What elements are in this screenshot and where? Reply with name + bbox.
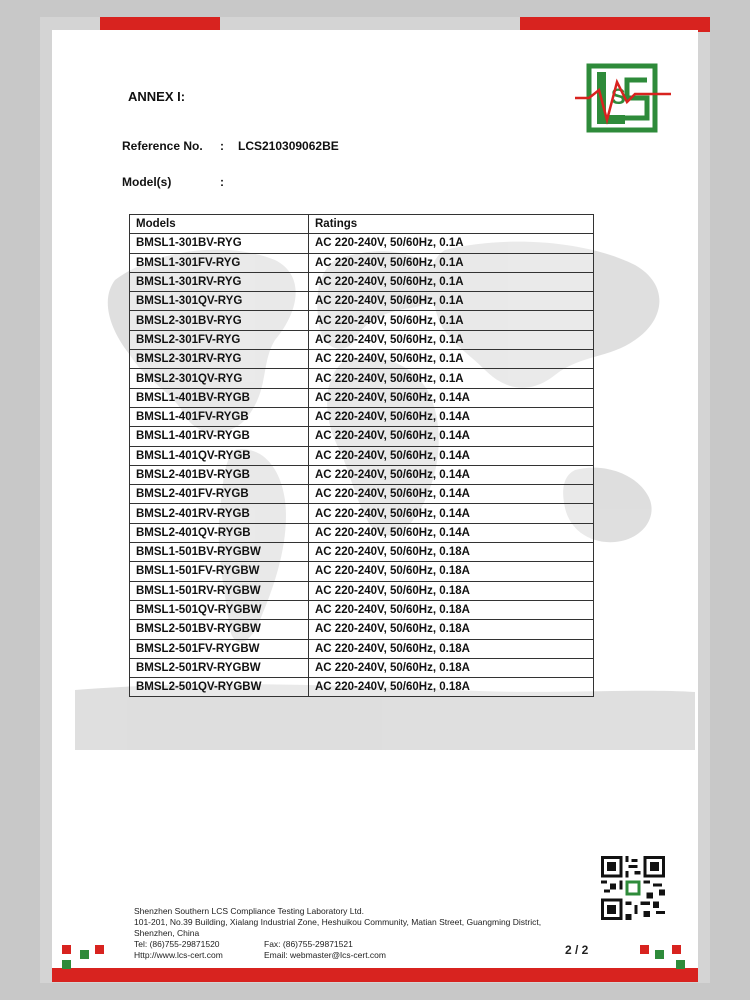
- reference-value: LCS210309062BE: [238, 139, 339, 153]
- rating-cell: AC 220-240V, 50/60Hz, 0.14A: [309, 465, 594, 484]
- model-cell: BMSL2-401BV-RYGB: [130, 465, 309, 484]
- rating-cell: AC 220-240V, 50/60Hz, 0.1A: [309, 234, 594, 253]
- rating-cell: AC 220-240V, 50/60Hz, 0.14A: [309, 523, 594, 542]
- table-row: [130, 562, 594, 581]
- decor-square: [62, 960, 71, 969]
- model-cell: BMSL2-501QV-RYGBW: [130, 678, 309, 697]
- model-cell: BMSL2-401QV-RYGB: [130, 523, 309, 542]
- table-header-row: [130, 215, 594, 234]
- model-cell: BMSL2-501BV-RYGBW: [130, 620, 309, 639]
- table-row: [130, 620, 594, 639]
- table-row: [130, 234, 594, 253]
- footer-web[interactable]: Http://www.lcs-cert.com: [134, 950, 223, 960]
- table-row: [130, 350, 594, 369]
- footer-address-1: 101-201, No.39 Building, Xialang Industrial Zone, Heshuikou Community, Matian Street, Guangming District,: [134, 917, 542, 927]
- header-models: Models: [130, 215, 309, 234]
- rating-cell: AC 220-240V, 50/60Hz, 0.1A: [309, 272, 594, 291]
- model-cell: BMSL2-401FV-RYGB: [130, 485, 309, 504]
- table-row: [130, 330, 594, 349]
- table-row: [130, 407, 594, 426]
- table-row: [130, 369, 594, 388]
- page-number: 2 / 2: [565, 943, 589, 957]
- rating-cell: AC 220-240V, 50/60Hz, 0.1A: [309, 369, 594, 388]
- model-cell: BMSL2-501RV-RYGBW: [130, 658, 309, 677]
- table-row: [130, 311, 594, 330]
- reference-colon: :: [220, 139, 224, 153]
- rating-cell: AC 220-240V, 50/60Hz, 0.1A: [309, 350, 594, 369]
- models-ratings-table: [129, 214, 594, 697]
- lcs-logo-letter-s: S: [611, 84, 626, 109]
- rating-cell: AC 220-240V, 50/60Hz, 0.14A: [309, 504, 594, 523]
- rating-cell: AC 220-240V, 50/60Hz, 0.18A: [309, 620, 594, 639]
- table-row: [130, 639, 594, 658]
- footer-email[interactable]: Email: webmaster@lcs-cert.com: [264, 950, 386, 960]
- rating-cell: AC 220-240V, 50/60Hz, 0.18A: [309, 543, 594, 562]
- rating-cell: AC 220-240V, 50/60Hz, 0.1A: [309, 330, 594, 349]
- model-cell: BMSL1-301BV-RYG: [130, 234, 309, 253]
- rating-cell: AC 220-240V, 50/60Hz, 0.18A: [309, 581, 594, 600]
- model-cell: BMSL2-301QV-RYG: [130, 369, 309, 388]
- model-cell: BMSL1-501RV-RYGBW: [130, 581, 309, 600]
- table-row: [130, 272, 594, 291]
- model-cell: BMSL2-301BV-RYG: [130, 311, 309, 330]
- reference-label: Reference No.: [122, 139, 203, 153]
- model-cell: BMSL1-501QV-RYGBW: [130, 600, 309, 619]
- footer-tel: Tel: (86)755-29871520: [134, 939, 220, 949]
- decor-square: [62, 945, 71, 954]
- model-cell: BMSL1-401BV-RYGB: [130, 388, 309, 407]
- model-cell: BMSL2-301FV-RYG: [130, 330, 309, 349]
- model-cell: BMSL1-301QV-RYG: [130, 292, 309, 311]
- table-row: [130, 678, 594, 697]
- footer-fax: Fax: (86)755-29871521: [264, 939, 353, 949]
- decor-square: [640, 945, 649, 954]
- table-row: [130, 581, 594, 600]
- table-row: [130, 523, 594, 542]
- model-cell: BMSL1-401FV-RYGB: [130, 407, 309, 426]
- qr-code-icon: [601, 856, 665, 920]
- table-row: [130, 388, 594, 407]
- model-cell: BMSL2-401RV-RYGB: [130, 504, 309, 523]
- decor-square: [676, 960, 685, 969]
- header-ratings: Ratings: [309, 215, 594, 234]
- rating-cell: AC 220-240V, 50/60Hz, 0.18A: [309, 562, 594, 581]
- rating-cell: AC 220-240V, 50/60Hz, 0.1A: [309, 292, 594, 311]
- table-row: [130, 658, 594, 677]
- decor-square: [80, 950, 89, 959]
- table-row: [130, 465, 594, 484]
- decor-square: [672, 945, 681, 954]
- table-row: [130, 446, 594, 465]
- footer-company: Shenzhen Southern LCS Compliance Testing Laboratory Ltd.: [134, 906, 364, 916]
- annex-title: ANNEX I:: [128, 89, 186, 104]
- decor-square: [655, 950, 664, 959]
- rating-cell: AC 220-240V, 50/60Hz, 0.14A: [309, 427, 594, 446]
- table-row: [130, 292, 594, 311]
- table-row: [130, 504, 594, 523]
- rating-cell: AC 220-240V, 50/60Hz, 0.14A: [309, 485, 594, 504]
- table-row: [130, 427, 594, 446]
- rating-cell: AC 220-240V, 50/60Hz, 0.18A: [309, 658, 594, 677]
- model-cell: BMSL1-501BV-RYGBW: [130, 543, 309, 562]
- rating-cell: AC 220-240V, 50/60Hz, 0.14A: [309, 446, 594, 465]
- decor-square: [95, 945, 104, 954]
- rating-cell: AC 220-240V, 50/60Hz, 0.1A: [309, 311, 594, 330]
- rating-cell: AC 220-240V, 50/60Hz, 0.18A: [309, 639, 594, 658]
- model-cell: BMSL1-501FV-RYGBW: [130, 562, 309, 581]
- models-colon: :: [220, 175, 224, 189]
- rating-cell: AC 220-240V, 50/60Hz, 0.18A: [309, 600, 594, 619]
- model-cell: BMSL1-401RV-RYGB: [130, 427, 309, 446]
- table-row: [130, 543, 594, 562]
- bottom-red-bar: [52, 968, 698, 982]
- rating-cell: AC 220-240V, 50/60Hz, 0.14A: [309, 407, 594, 426]
- model-cell: BMSL2-301RV-RYG: [130, 350, 309, 369]
- model-cell: BMSL1-401QV-RYGB: [130, 446, 309, 465]
- table-row: [130, 253, 594, 272]
- rating-cell: AC 220-240V, 50/60Hz, 0.14A: [309, 388, 594, 407]
- model-cell: BMSL1-301RV-RYG: [130, 272, 309, 291]
- rating-cell: AC 220-240V, 50/60Hz, 0.18A: [309, 678, 594, 697]
- model-cell: BMSL1-301FV-RYG: [130, 253, 309, 272]
- table-row: [130, 485, 594, 504]
- table-row: [130, 600, 594, 619]
- rating-cell: AC 220-240V, 50/60Hz, 0.1A: [309, 253, 594, 272]
- lcs-logo-icon: [575, 62, 671, 136]
- models-label: Model(s): [122, 175, 172, 189]
- model-cell: BMSL2-501FV-RYGBW: [130, 639, 309, 658]
- footer-address-2: Shenzhen, China: [134, 928, 200, 938]
